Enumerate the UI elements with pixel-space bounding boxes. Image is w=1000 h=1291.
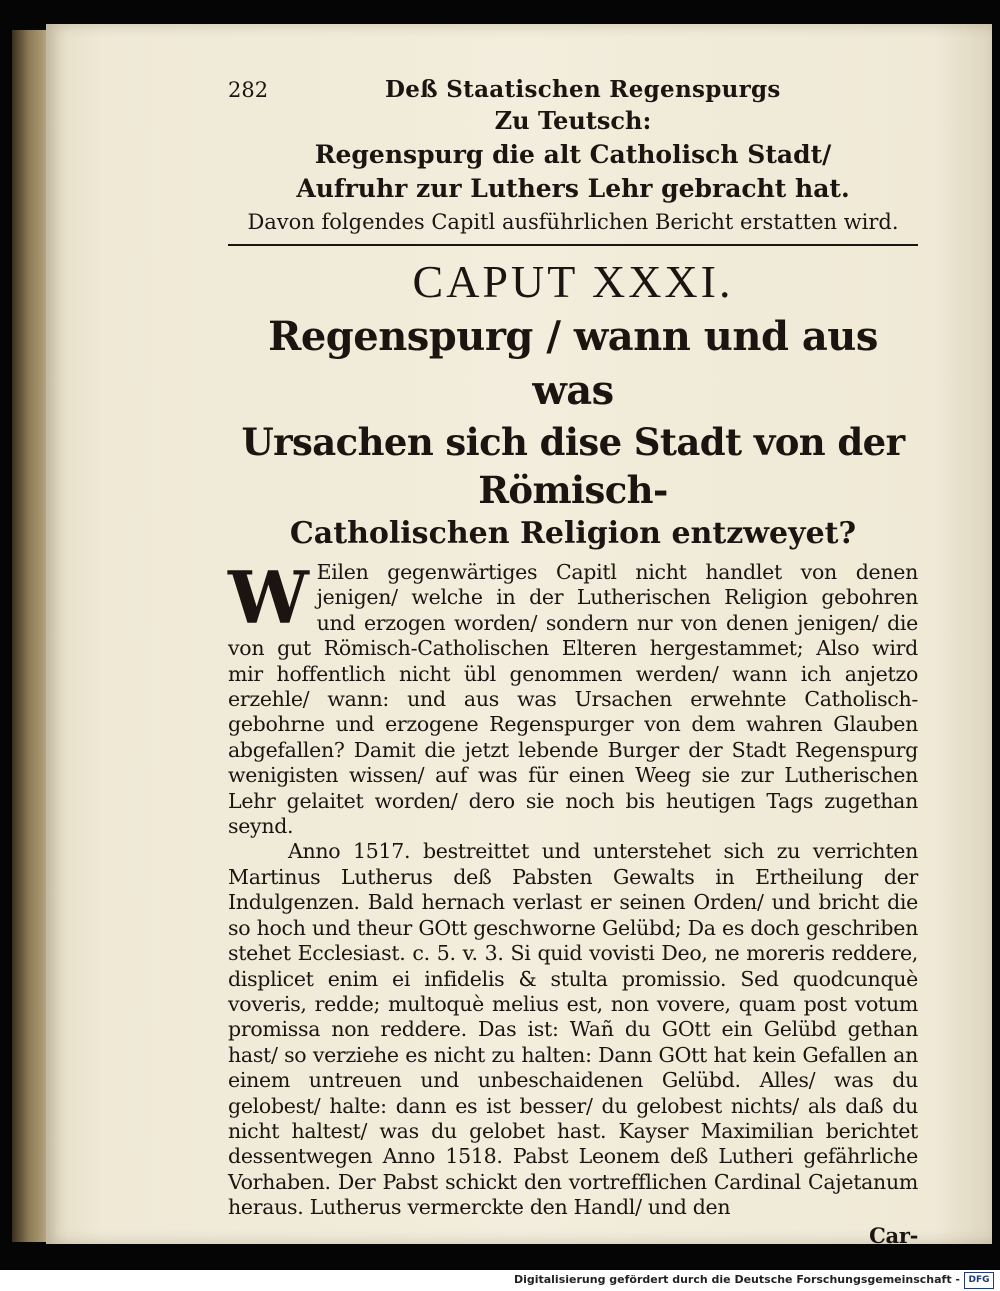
footer-bar bbox=[0, 1270, 1000, 1291]
dfg-logo-icon: DFG bbox=[964, 1272, 994, 1289]
chapter-title-line-2: Ursachen sich dise Stadt von der Römisch- bbox=[241, 420, 905, 512]
chapter-title-line-1: Regenspurg / wann und aus was bbox=[268, 313, 878, 414]
horizontal-rule bbox=[228, 244, 918, 246]
intro-line-4: Davon folgendes Capitl ausführlichen Bericht erstatten wird. bbox=[247, 210, 899, 234]
running-title: Deß Staatischen Regenspurgs bbox=[385, 76, 781, 103]
chapter-title-line-3: Catholischen Religion entzweyet? bbox=[289, 516, 857, 551]
paragraph-2: Anno 1517. bestreittet und unterstehet sich zu verrichten Martinus Lutherus deß Pabsten Gewalts in Ertheilung der Indulgenzen. Bald hernach verlast er seinen Orden/ und bricht die so hoch und theur GOtt geschworne Gelübd; Da es doch geschriben stehet Ecclesiast. c. 5. v. 3. Si quid vovisti Deo, ne moreris reddere, displicet enim ei infidelis & stulta promissio. Sed quodcunquè voveris, redde; multoquè melius est, non vovere, quam post votum promissa non reddere. Das ist: Wañ du GOtt ein Gelübd gethan hast/ so verziehe es nicht zu halten: Dann GOtt hat kein Gefallen an einem untreuen und unbeschaidenen Gelübd. Alles/ was du gelobest/ halte: dann es ist besser/ du gelobest nichts/ als daß du nicht haltest/ was du gelobet hast. Kayser Maximilian berichtet dessentwegen Anno 1518. Pabst Leonem deß Lutheri gefährliche Vorhaben. Der Pabst schickt den vortrefflichen Cardinal Cajetanum heraus. Lutherus vermerckte den Handl/ und den bbox=[228, 839, 918, 1220]
intro-line-1: Zu Teutsch: bbox=[494, 106, 652, 135]
chapter-heading: CAPUT XXXI. bbox=[412, 256, 734, 307]
paragraph-1-text: Eilen gegenwärtiges Capitl nicht handlet von denen jenigen/ welche in der Lutherischen Religion gebohren und erzogen worden/ sondern nur von denen jenigen/ die von gut Römisch-Catholischen Elteren hergestammet; Also wird mir hoffentlich nicht übl genommen werden/ wann ich anjetzo erzehle/ wann: und aus was Ursachen erwehnte Catholisch-gebohrne und erzogene Regenspurger von dem wahren Glauben abgefallen? Damit die jetzt lebende Burger der Stadt Regenspurg wenigisten wissen/ auf was für einen Weeg sie zur Lutherischen Lehr gelaitet worden/ dero sie noch bis heutigen Tags zugethan seynd. bbox=[228, 560, 918, 839]
digitization-credit: Digitalisierung gefördert durch die Deutsche Forschungsgemeinschaft - bbox=[513, 1273, 960, 1286]
drop-cap: W bbox=[228, 555, 309, 640]
chapter-title bbox=[228, 310, 918, 554]
page-header bbox=[228, 70, 918, 104]
page-number: 282 bbox=[228, 78, 269, 102]
paragraph-1 bbox=[228, 555, 918, 839]
intro-line-2: Regenspurg die alt Catholisch Stadt/ bbox=[314, 140, 832, 169]
catchword: Car- bbox=[869, 1222, 918, 1248]
page-text-block bbox=[228, 70, 918, 1248]
body-text bbox=[228, 555, 918, 1248]
intro-line-3: Aufruhr zur Luthers Lehr gebracht hat. bbox=[296, 174, 850, 203]
